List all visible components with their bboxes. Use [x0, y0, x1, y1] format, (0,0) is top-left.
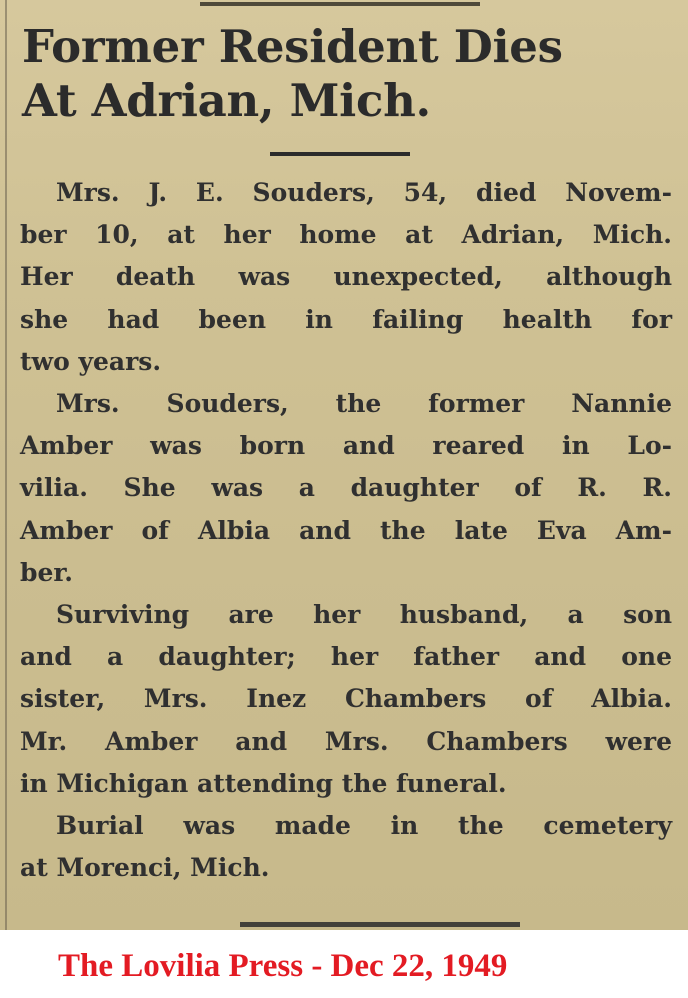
text-line: vilia. She was a daughter of R. R.	[20, 473, 672, 503]
paragraph	[20, 383, 672, 594]
text-line: Amber was born and reared in Lo-	[20, 431, 672, 461]
text-line: Amber of Albia and the late Eva Am-	[20, 515, 672, 545]
text-line: ber 10, at her home at Adrian, Mich.	[20, 220, 672, 250]
text-line: in Michigan attending the funeral.	[20, 768, 507, 798]
paragraph	[20, 805, 672, 889]
text-line: and a daughter; her father and one	[20, 642, 672, 672]
paragraph	[20, 172, 672, 383]
article-body	[20, 172, 672, 889]
text-line: ber.	[20, 557, 73, 587]
top-divider	[200, 2, 480, 6]
text-line: sister, Mrs. Inez Chambers of Albia.	[20, 684, 672, 714]
headline-divider	[270, 152, 410, 156]
headline-line: Former Resident Dies	[22, 20, 563, 73]
text-line: at Morenci, Mich.	[20, 853, 270, 883]
text-line: Her death was unexpected, although	[20, 262, 672, 292]
text-line: she had been in failing health for	[20, 304, 672, 334]
paragraph	[20, 594, 672, 805]
column-rule	[5, 0, 7, 930]
text-line: Mr. Amber and Mrs. Chambers were	[20, 726, 672, 756]
source-caption: The Lovilia Press - Dec 22, 1949	[58, 948, 508, 984]
text-line: Burial was made in the cemetery	[56, 811, 672, 841]
headline	[22, 20, 662, 128]
bottom-divider	[240, 922, 520, 927]
text-line: Surviving are her husband, a son	[56, 600, 672, 630]
headline-line: At Adrian, Mich.	[22, 74, 431, 127]
text-line: Mrs. Souders, the former Nannie	[56, 389, 672, 419]
text-line: Mrs. J. E. Souders, 54, died Novem-	[56, 178, 672, 207]
text-line: two years.	[20, 346, 162, 376]
